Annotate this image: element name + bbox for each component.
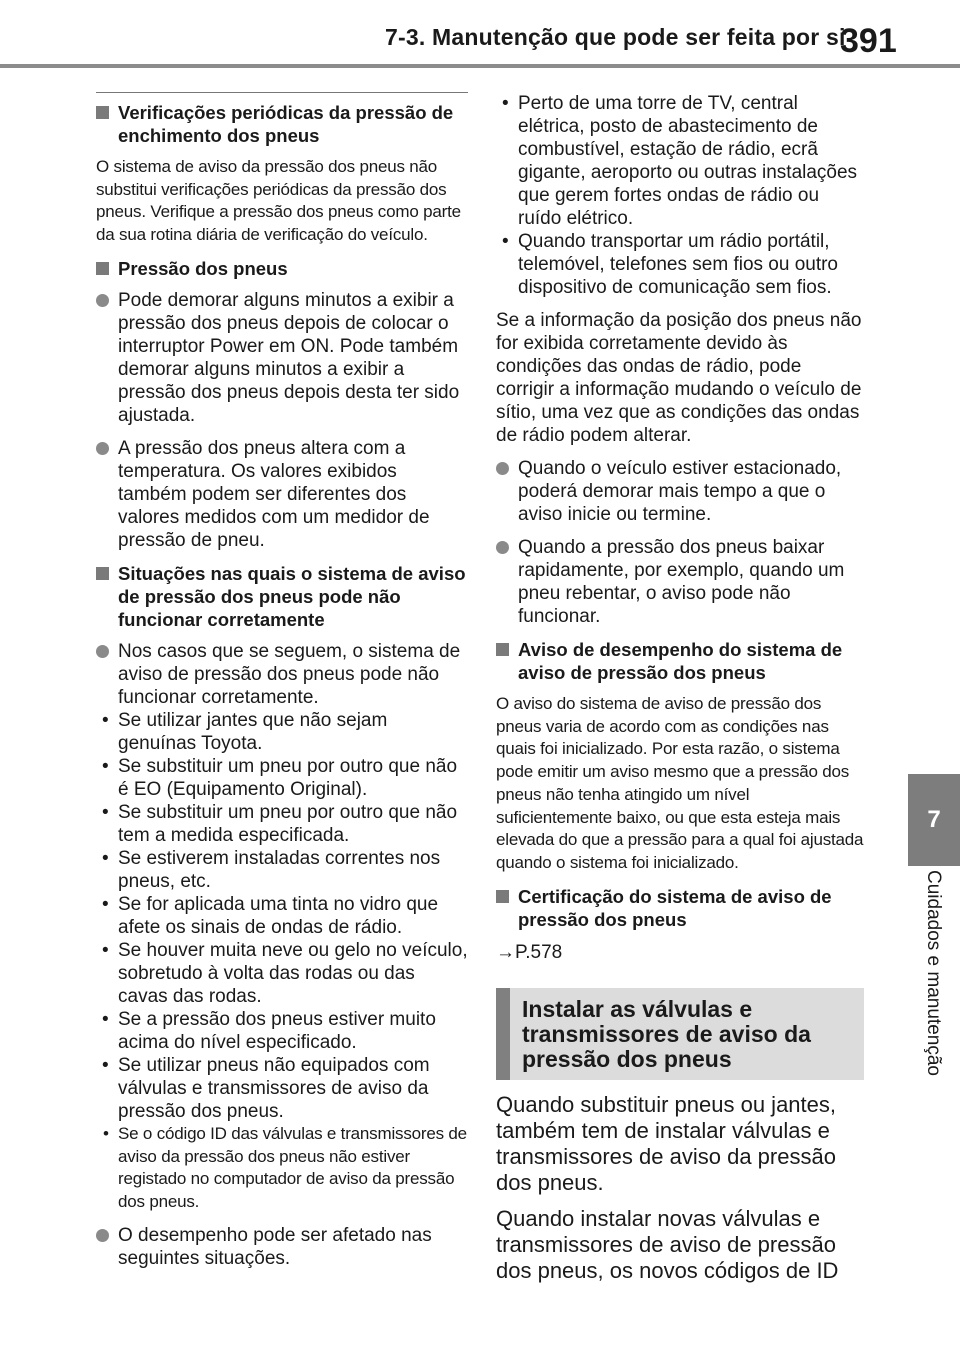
list-item: • Se o código ID das válvulas e transmissores de aviso da pressão dos pneus não estiver registado no computador de aviso da pressão dos pneus. xyxy=(96,1123,468,1214)
list-item: • Se houver muita neve ou gelo no veículo, sobretudo à volta das rodas ou das cavas das rodas. xyxy=(96,939,468,1008)
dash-list xyxy=(96,709,468,1214)
list-item: • Se for aplicada uma tinta no vidro que afete os sinais de ondas de rádio. xyxy=(96,893,468,939)
bullet-item: Pode demorar alguns minutos a exibir a pressão dos pneus depois de colocar o interruptor Power em ON. Pode também demorar alguns minutos a exibir a pressão dos pneus depois desta ter sido ajustada. xyxy=(96,289,468,427)
paragraph: Se a informação da posição dos pneus não for exibida corretamente devido às condições das ondas de rádio, pode corrigir a informação mudando o veículo de sítio, uma vez que as condições das ondas de rádio podem alterar. xyxy=(496,310,862,446)
chapter-side-label-text: Cuidados e manutenção xyxy=(923,870,944,1076)
bullet-item: Quando o veículo estiver estacionado, poderá demorar mais tempo a que o aviso inicie ou termine. xyxy=(496,457,864,526)
section-title-box xyxy=(496,988,864,1080)
chapter-tab-number: 7 xyxy=(927,806,941,833)
bullet-item: O desempenho pode ser afetado nas seguintes situações. xyxy=(96,1224,468,1270)
page-reference-link[interactable]: →P.578 xyxy=(496,941,563,963)
paragraph: O sistema de aviso da pressão dos pneus não substitui verificações periódicas da pressão dos pneus. Verifique a pressão dos pneus como parte da sua rotina diária de verificação do veículo. xyxy=(96,157,461,245)
paragraph: Quando instalar novas válvulas e transmissores de aviso de pressão dos pneus, os novos códigos de ID xyxy=(496,1205,839,1283)
page-number: 391 xyxy=(840,22,897,60)
left-column xyxy=(96,92,468,1280)
list-item: • Se estiverem instaladas correntes nos pneus, etc. xyxy=(96,847,468,893)
list-item: • Se utilizar jantes que não sejam genuínas Toyota. xyxy=(96,709,468,755)
list-item: • Quando transportar um rádio portátil, telemóvel, telefones sem fios ou outro dispositivo de comunicação sem fios. xyxy=(496,230,864,299)
bullet-item: Quando a pressão dos pneus baixar rapidamente, por exemplo, quando um pneu rebentar, o aviso pode não funcionar. xyxy=(496,536,864,628)
paragraph: Quando substituir pneus ou jantes, também tem de instalar válvulas e transmissores de aviso da pressão dos pneus. xyxy=(496,1091,837,1195)
section-heading: Certificação do sistema de aviso de pressão dos pneus xyxy=(496,885,864,931)
header-divider xyxy=(0,64,960,68)
list-item: • Se substituir um pneu por outro que não é EO (Equipamento Original). xyxy=(96,755,468,801)
section-heading: Aviso de desempenho do sistema de aviso de pressão dos pneus xyxy=(496,638,864,684)
section-title: Instalar as válvulas e transmissores de aviso da pressão dos pneus xyxy=(522,995,811,1072)
list-item: • Se substituir um pneu por outro que não tem a medida especificada. xyxy=(96,801,468,847)
chapter-title: 7-3. Manutenção que pode ser feita por si xyxy=(385,24,846,50)
list-item: • Se utilizar pneus não equipados com válvulas e transmissores de aviso da pressão dos pneus. xyxy=(96,1054,468,1123)
list-item: • Perto de uma torre de TV, central elétrica, posto de abastecimento de combustível, estação de rádio, ecrã gigante, aeroporto ou outras instalações que gerem fortes ondas de rádio ou ruído elétrico. xyxy=(496,92,864,230)
section-heading: Verificações periódicas da pressão de enchimento dos pneus xyxy=(96,101,468,147)
bullet-item: A pressão dos pneus altera com a temperatura. Os valores exibidos também podem ser diferentes dos valores medidos com um medidor de pressão de pneu. xyxy=(96,437,468,552)
right-column xyxy=(496,92,864,1294)
section-divider xyxy=(96,92,468,93)
bullet-item: Nos casos que se seguem, o sistema de aviso de pressão dos pneus pode não funcionar corretamente. xyxy=(96,640,468,709)
section-heading: Situações nas quais o sistema de aviso de pressão dos pneus pode não funcionar corretamente xyxy=(96,562,468,631)
section-heading: Pressão dos pneus xyxy=(96,257,468,280)
chapter-tab[interactable] xyxy=(908,774,960,866)
list-item: • Se a pressão dos pneus estiver muito acima do nível especificado. xyxy=(96,1008,468,1054)
paragraph: O aviso do sistema de aviso de pressão dos pneus varia de acordo com as condições nas quais foi inicializado. Por esta razão, o sistema pode emitir um aviso mesmo que a pressão dos pneus não tenha atingido um nível suficientemente baixo, ou que esta esteja mais elevada do que a pressão para a qual foi ajustada quando o sistema foi inicializado. xyxy=(496,694,864,872)
dash-list xyxy=(496,92,864,299)
